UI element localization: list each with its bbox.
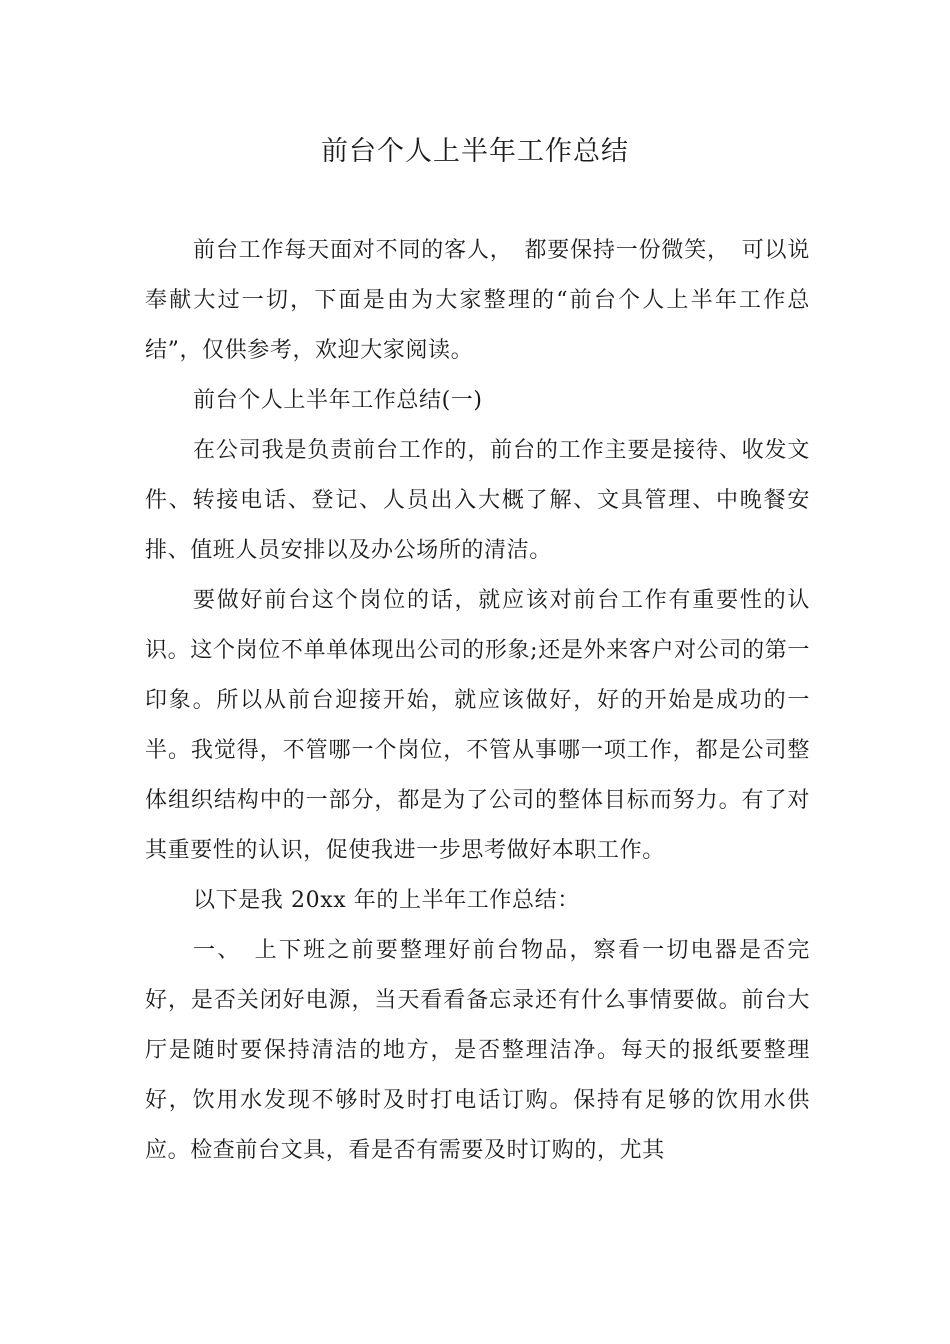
paragraph-duties: 在公司我是负责前台工作的，前台的工作主要是接待、收发文件、转接电话、登记、人员出入大概了解、文具管理、中晚餐安排、值班人员安排以及办公场所的清洁。 [145, 438, 810, 563]
paragraph-importance: 要做好前台这个岗位的话，就应该对前台工作有重要性的认识。这个岗位不单单体现出公司的形象;还是外来客户对公司的第一印象。所以从前台迎接开始，就应该做好，好的开始是成功的一半。我觉得，不管哪一个岗位，不管从事哪一项工作，都是公司整体组织结构中的一部分，都是为了公司的整体目标而努力。有了对其重要性的认识，促使我进一步思考做好本职工作。 [145, 588, 810, 863]
paragraph-intro: 前台工作每天面对不同的客人， 都要保持一份微笑， 可以说奉献大过一切，下面是由为大家整理的“前台个人上半年工作总结”，仅供参考，欢迎大家阅读。 [145, 238, 810, 363]
document-body [145, 226, 810, 1176]
paragraph-summary-intro: 以下是我 20xx 年的上半年工作总结： [193, 888, 580, 913]
document-title: 前台个人上半年工作总结 [321, 136, 629, 167]
paragraph-item-one: 一、 上下班之前要整理好前台物品，察看一切电器是否完好，是否关闭好电源，当天看看备忘录还有什么事情要做。前台大厅是随时要保持清洁的地方，是否整理洁净。每天的报纸要整理好，饮用水发现不够时及时打电话订购。保持有足够的饮用水供应。检查前台文具，看是否有需要及时订购的，尤其 [145, 938, 810, 1163]
section-heading: 前台个人上半年工作总结(一) [193, 388, 483, 413]
